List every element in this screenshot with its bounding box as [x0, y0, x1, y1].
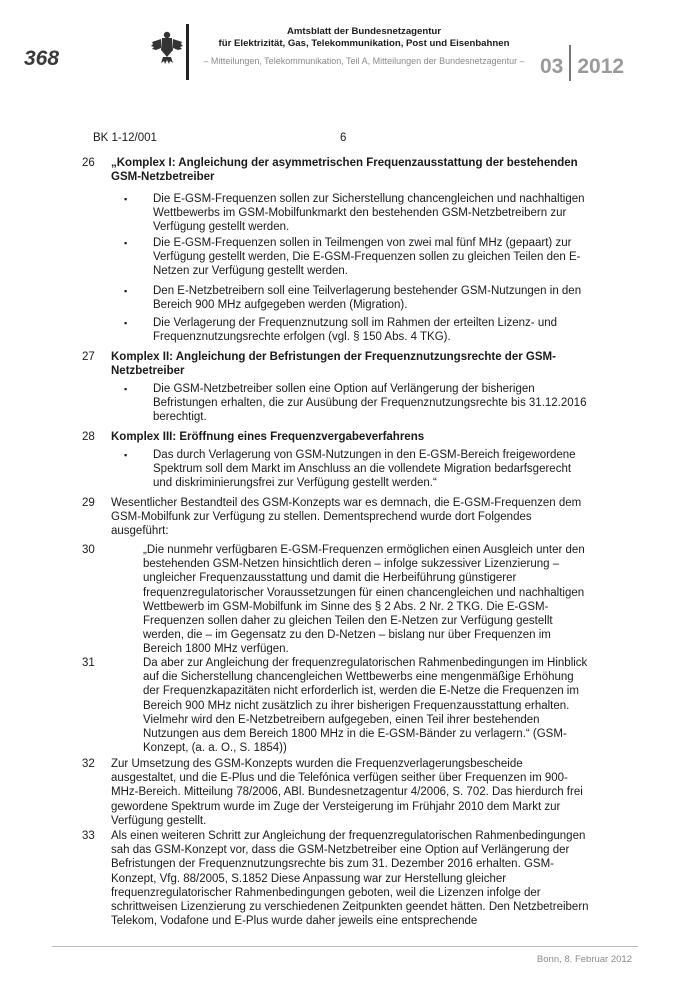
issue-year: 2012 [577, 55, 625, 78]
paragraph-number: 30 [82, 544, 95, 556]
issue-label [540, 45, 624, 81]
federal-eagle-logo [150, 30, 184, 66]
paragraph-number: 29 [82, 497, 95, 509]
bullet-text: Die GSM-Netzbetreiber sollen eine Option auf Verlängerung der bisherigen Befristungen erhalten, die zur Ausübung der Frequenznutzungsrechte bis 31.12.2016 berechtigt. [153, 383, 587, 424]
bullet-icon: ▪ [124, 450, 128, 460]
bullet-icon: ▪ [124, 318, 128, 328]
paragraph-number: 31 [82, 657, 95, 669]
paragraph-number: 26 [82, 157, 95, 169]
bullet-icon: ▪ [124, 384, 128, 394]
issue-divider [569, 45, 571, 81]
paragraph-number: 32 [82, 758, 95, 770]
footer-place-date: Bonn, 8. Februar 2012 [536, 954, 632, 965]
bullet-text: Die E-GSM-Frequenzen sollen in Teilmengen von zwei mal fünf MHz (gepaart) zur Verfügung gestellt werden, Die E-GSM-Frequenzen sollen zu gleichen Teilen den E-Netzen zur Verfügung gestellt werden. [153, 237, 581, 278]
quote-text: „Die nunmehr verfügbaren E-GSM-Frequenzen ermöglichen einen Ausgleich unter den bestehenden GSM-Netzen hinsichtlich deren – infolge sukzessiver Lizenzierung – ungleicher Frequenzausstattung und damit die Herbeiführung günstigerer frequenzregulatorischer Voraussetzungen für einen chancengleichen und nachhaltigen Wettbewerb im GSM-Mobilfunk im Sinne des § 2 Abs. 2 Nr. 2 TKG. Die E-GSM-Frequenzen sollen daher zu gleichen Teilen den E-Netzen zur Verfügung gestellt werden, die – im Gegensatz zu den D-Netzen – bislang nur über Frequenzen im Bereich 1800 MHz verfügen. [143, 544, 585, 656]
paragraph-text: Zur Umsetzung des GSM-Konzepts wurden die Frequenzverlagerungsbescheide ausgestaltet, und die E-Plus und die Telefónica verfügen seither über Frequenzen im 900-MHz-Bereich. Mitteilung 78/2006, ABl. Bundesnetzagentur 4/2006, S. 702. Das hierdurch frei gewordene Spektrum wurde im Zuge der Versteigerung im Frühjahr 2010 dem Markt zur Verfügung gestellt. [111, 758, 583, 827]
quote-text: Da aber zur Angleichung der frequenzregulatorischen Rahmenbedingungen im Hinblick auf die Sicherstellung chancengleichen Wettbewerbs eine mengenmäßige Erhöhung der Frequenzkapazitäten nicht erforderlich ist, werden die E-Netze die Frequenzen im Bereich 900 MHz nicht zusätzlich zu ihrer bisherigen Frequenzausstattung erhalten. Vielmehr wird den E-Netzbetreibern aufgegeben, einen Teil ihrer bestehenden Nutzungen aus dem Bereich 1800 MHz in die E-GSM-Bänder zu verlagern.“ (GSM-Konzept, (a. a. O., S. 1854)) [143, 657, 588, 755]
paragraph-number: 27 [82, 351, 95, 363]
bullet-icon: ▪ [124, 194, 128, 204]
paragraph-heading: Komplex II: Angleichung der Befristungen der Frequenznutzungsrechte der GSM-Netzbetreiber [111, 351, 556, 378]
case-reference: BK 1-12/001 [93, 132, 157, 144]
page-number: 368 [24, 47, 60, 70]
gazette-title-line1: Amtsblatt der Bundesnetzagentur [286, 26, 442, 37]
paragraph-text: Wesentlicher Bestandteil des GSM-Konzepts war es demnach, die E-GSM-Frequenzen dem GSM-Mobilfunk zur Verfügung zu stellen. Dementsprechend wurde dort Folgendes ausgeführt: [111, 497, 582, 538]
bullet-icon: ▪ [124, 238, 128, 248]
gazette-title [198, 26, 530, 50]
gazette-subtitle: – Mitteilungen, Telekommunikation, Teil A, Mitteilungen der Bundesnetzagentur – [203, 56, 525, 66]
gazette-title-line2: für Elektrizität, Gas, Telekommunikation, Post und Eisenbahnen [218, 38, 510, 49]
issue-number: 03 [540, 55, 564, 78]
bullet-text: Das durch Verlagerung von GSM-Nutzungen in den E-GSM-Bereich freigewordene Spektrum soll dem Markt im Anschluss an die vollendete Migration bedarfsgerecht und diskriminierungsfrei zur Verfügung gestellt werden.“ [153, 449, 576, 490]
bullet-text: Die E-GSM-Frequenzen sollen zur Sicherstellung chancengleichen und nachhaltigen Wettbewerbs im GSM-Mobilfunkmarkt den bestehenden GSM-Netzbetreibern zur Verfügung gestellt werden. [153, 193, 585, 234]
bullet-text: Den E-Netzbetreibern soll eine Teilverlagerung bestehender GSM-Nutzungen in den Bereich 900 MHz aufgegeben werden (Migration). [153, 285, 582, 312]
paragraph-heading: Komplex III: Eröffnung eines Frequenzvergabeverfahrens [111, 431, 425, 443]
bullet-text: Die Verlagerung der Frequenznutzung soll im Rahmen der erteilten Lizenz- und Frequenznutzungsrechte erfolgen (vgl. § 150 Abs. 4 TKG). [153, 317, 558, 344]
paragraph-number: 28 [82, 431, 95, 443]
reference-page: 6 [340, 132, 347, 144]
paragraph-text: Als einen weiteren Schritt zur Angleichung der frequenzregulatorischen Rahmenbedingungen sah das GSM-Konzept vor, dass die GSM-Netzbetreiber eine Option auf Verlängerung der Befristungen der Frequenznutzungsrechte bis zum 31. Dezember 2016 erhalten. GSM-Konzept, Vfg. 88/2005, S.1852 Diese Anpassung war zur Herstellung gleicher frequenzregulatorischer Rahmenbedingungen geboten, weil die Lizenzen infolge der schrittweisen Lizenzierung zu verschiedenen Zeitpunkten geendet hätten. Den Netzbetreibern Telekom, Vodafone und E-Plus wurde daher jeweils eine entsprechende [111, 830, 589, 928]
paragraph-number: 33 [82, 830, 95, 842]
header-divider [186, 24, 189, 80]
footer-divider [52, 946, 638, 947]
bullet-icon: ▪ [124, 286, 128, 296]
paragraph-heading: „Komplex I: Angleichung der asymmetrischen Frequenzausstattung der bestehenden GSM-Netzbetreiber [111, 157, 578, 184]
